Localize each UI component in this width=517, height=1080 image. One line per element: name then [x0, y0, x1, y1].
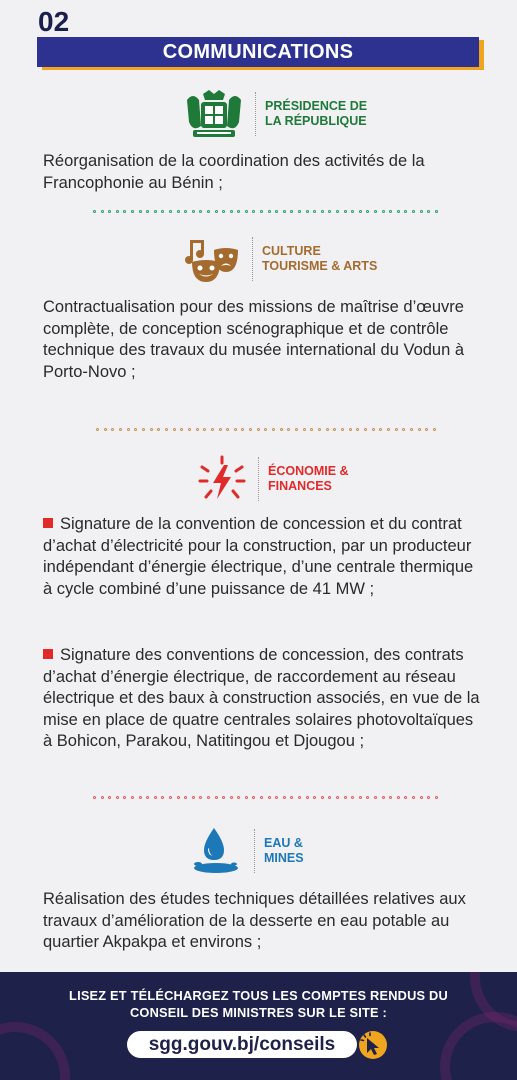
divider-dot: [139, 796, 142, 799]
footer-call-to-action: [0, 987, 517, 1021]
divider-dot: [252, 796, 255, 799]
divider-dot: [245, 796, 248, 799]
ministry-name-line1: PRÉSIDENCE DE: [265, 99, 368, 113]
ministry-header-culture: [184, 234, 377, 284]
divider-dot: [173, 428, 176, 431]
divider-dot: [165, 428, 168, 431]
divider-dot: [260, 796, 263, 799]
divider-dot: [283, 796, 286, 799]
divider-dot: [101, 210, 104, 213]
divider-dot: [275, 210, 278, 213]
divider-dot: [387, 428, 390, 431]
ministry-name-line1: EAU &: [264, 836, 303, 850]
divider-dot: [379, 428, 382, 431]
page-title: COMMUNICATIONS: [37, 37, 479, 67]
divider-dot: [420, 210, 423, 213]
divider-dot: [222, 796, 225, 799]
divider-dot: [207, 796, 210, 799]
divider-dot: [318, 428, 321, 431]
divider-dot: [131, 210, 134, 213]
divider-dot: [402, 428, 405, 431]
divider-dot: [252, 210, 255, 213]
divider-dot: [131, 796, 134, 799]
footer-line2: CONSEIL DES MINISTRES SUR LE SITE :: [129, 1005, 388, 1020]
divider-dot: [272, 428, 275, 431]
divider-dot: [93, 796, 96, 799]
divider-dot: [306, 210, 309, 213]
divider-dot: [264, 428, 267, 431]
divider-dot: [326, 428, 329, 431]
divider-dot: [119, 428, 122, 431]
divider-dot: [215, 210, 218, 213]
divider-dot: [395, 428, 398, 431]
divider-dot: [101, 796, 104, 799]
divider-dot: [341, 428, 344, 431]
ministry-name-line1: ÉCONOMIE &: [268, 464, 349, 478]
divider-dot: [180, 428, 183, 431]
divider-dot: [328, 210, 331, 213]
divider-dot: [234, 428, 237, 431]
divider-dot: [420, 796, 423, 799]
divider-dot: [111, 428, 114, 431]
bullet-marker: [43, 518, 53, 528]
divider-dot: [295, 428, 298, 431]
divider-dot: [418, 428, 421, 431]
divider-dot: [275, 796, 278, 799]
ministry-name: [264, 836, 304, 866]
divider: [252, 237, 254, 281]
divider-dot: [321, 210, 324, 213]
divider-dot: [283, 210, 286, 213]
divider-dot: [245, 210, 248, 213]
divider-dot: [404, 210, 407, 213]
divider-dot: [290, 796, 293, 799]
dotted-divider: [93, 796, 438, 800]
divider-dot: [127, 428, 130, 431]
divider-dot: [108, 210, 111, 213]
divider-dot: [366, 210, 369, 213]
divider-dot: [268, 796, 271, 799]
divider-dot: [321, 796, 324, 799]
divider-dot: [306, 796, 309, 799]
divider-dot: [192, 210, 195, 213]
website-link[interactable]: sgg.gouv.bj/conseils: [127, 1031, 357, 1058]
decision-text-body: Signature des conventions de concession, des contrats d’achat d’énergie électrique, de raccordement au réseau électrique et des baux à construction associés, en vue de la mise en place de quatre centrales solaires photovoltaïques à Bohicon, Parakou, Natitingou et Djougou ;: [43, 646, 480, 750]
divider-dot: [177, 796, 180, 799]
divider-dot: [374, 210, 377, 213]
divider-dot: [241, 428, 244, 431]
ministry-header-economie: [196, 455, 349, 503]
divider-dot: [412, 796, 415, 799]
divider-dot: [344, 796, 347, 799]
ministry-name: [265, 99, 367, 129]
divider-dot: [123, 796, 126, 799]
divider-dot: [298, 210, 301, 213]
pointer-click-icon: [355, 1029, 391, 1061]
divider-dot: [161, 210, 164, 213]
divider-dot: [349, 428, 352, 431]
theatre-masks-icon: [184, 234, 242, 284]
divider-dot: [374, 796, 377, 799]
divider-dot: [404, 796, 407, 799]
footer-decoration: [0, 1022, 70, 1080]
divider-dot: [382, 796, 385, 799]
ministry-name-line2: MINES: [264, 851, 304, 865]
divider-dot: [154, 210, 157, 213]
footer-banner: [0, 972, 517, 1080]
divider-dot: [226, 428, 229, 431]
divider-dot: [154, 796, 157, 799]
divider-dot: [366, 796, 369, 799]
dotted-divider: [93, 210, 438, 214]
divider-dot: [268, 210, 271, 213]
divider-dot: [139, 210, 142, 213]
divider: [258, 457, 260, 501]
section-number: 02: [38, 6, 70, 37]
divider-dot: [344, 210, 347, 213]
divider-dot: [389, 210, 392, 213]
divider-dot: [364, 428, 367, 431]
divider-dot: [207, 210, 210, 213]
footer-line1: LISEZ ET TÉLÉCHARGEZ TOUS LES COMPTES RENDUS DU: [69, 988, 448, 1003]
divider-dot: [230, 210, 233, 213]
divider-dot: [215, 796, 218, 799]
divider-dot: [199, 796, 202, 799]
divider-dot: [116, 796, 119, 799]
divider-dot: [303, 428, 306, 431]
divider-dot: [116, 210, 119, 213]
water-drop-icon: [190, 826, 244, 876]
divider-dot: [96, 428, 99, 431]
divider-dot: [142, 428, 145, 431]
divider-dot: [237, 796, 240, 799]
divider-dot: [104, 428, 107, 431]
divider-dot: [372, 428, 375, 431]
divider-dot: [161, 796, 164, 799]
divider-dot: [192, 796, 195, 799]
divider-dot: [184, 210, 187, 213]
divider-dot: [93, 210, 96, 213]
divider-dot: [157, 428, 160, 431]
divider-dot: [351, 796, 354, 799]
benin-coat-of-arms-icon: [183, 88, 245, 140]
divider-dot: [203, 428, 206, 431]
divider-dot: [397, 796, 400, 799]
divider-dot: [260, 210, 263, 213]
ministry-name: [268, 464, 349, 494]
divider-dot: [351, 210, 354, 213]
divider-dot: [146, 796, 149, 799]
divider-dot: [427, 796, 430, 799]
divider-dot: [211, 428, 214, 431]
divider-dot: [199, 210, 202, 213]
ministry-header-presidence: [183, 88, 367, 140]
divider-dot: [328, 796, 331, 799]
divider-dot: [336, 210, 339, 213]
divider-dot: [237, 210, 240, 213]
ministry-name-line2: LA RÉPUBLIQUE: [265, 114, 367, 128]
divider-dot: [222, 210, 225, 213]
divider-dot: [184, 796, 187, 799]
ministry-name-line1: CULTURE: [262, 244, 321, 258]
divider-dot: [435, 796, 438, 799]
divider-dot: [249, 428, 252, 431]
divider-dot: [359, 210, 362, 213]
divider-dot: [382, 210, 385, 213]
decision-text: Réorganisation de la coordination des activités de la Francophonie au Bénin ;: [43, 152, 425, 192]
ministry-name-line2: FINANCES: [268, 479, 332, 493]
divider-dot: [290, 210, 293, 213]
divider-dot: [287, 428, 290, 431]
divider-dot: [134, 428, 137, 431]
divider-dot: [280, 428, 283, 431]
divider-dot: [356, 428, 359, 431]
ministry-name-line2: TOURISME & ARTS: [262, 259, 378, 273]
divider-dot: [336, 796, 339, 799]
decision-text: Réalisation des études techniques détaillées relatives aux travaux d’amélioration de la desserte en eau potable au quartier Akpakpa et environs ;: [43, 890, 466, 951]
divider-dot: [196, 428, 199, 431]
dotted-divider: [96, 428, 436, 432]
divider-dot: [425, 428, 428, 431]
decision-text: [43, 514, 483, 600]
divider-dot: [108, 796, 111, 799]
divider-dot: [313, 796, 316, 799]
decision-text: Contractualisation pour des missions de maîtrise d’œuvre complète, de conception scénographique et de contrôle technique des travaux du musée international du Vodun à Porto-Novo ;: [43, 298, 465, 381]
decision-text-body: Signature de la convention de concession et du contrat d’achat d’électricité pour la construction, par un producteur indépendant d’énergie électrique, d’une centrale thermique à cycle combiné d’une puissance de 41 MW ;: [43, 515, 474, 598]
bullet-marker: [43, 649, 53, 659]
divider-dot: [433, 428, 436, 431]
divider-dot: [410, 428, 413, 431]
divider: [255, 92, 257, 136]
divider-dot: [177, 210, 180, 213]
divider-dot: [313, 210, 316, 213]
divider-dot: [169, 210, 172, 213]
ministry-name: [262, 244, 377, 274]
divider: [254, 829, 256, 873]
decision-text: [43, 645, 483, 753]
divider-dot: [397, 210, 400, 213]
divider-dot: [123, 210, 126, 213]
divider-dot: [169, 796, 172, 799]
divider-dot: [389, 796, 392, 799]
lightning-bolt-icon: [196, 455, 248, 503]
divider-dot: [310, 428, 313, 431]
divider-dot: [298, 796, 301, 799]
divider-dot: [230, 796, 233, 799]
divider-dot: [412, 210, 415, 213]
divider-dot: [427, 210, 430, 213]
divider-dot: [333, 428, 336, 431]
divider-dot: [146, 210, 149, 213]
divider-dot: [150, 428, 153, 431]
divider-dot: [257, 428, 260, 431]
divider-dot: [435, 210, 438, 213]
divider-dot: [359, 796, 362, 799]
divider-dot: [188, 428, 191, 431]
ministry-header-eau: [190, 826, 304, 876]
divider-dot: [219, 428, 222, 431]
